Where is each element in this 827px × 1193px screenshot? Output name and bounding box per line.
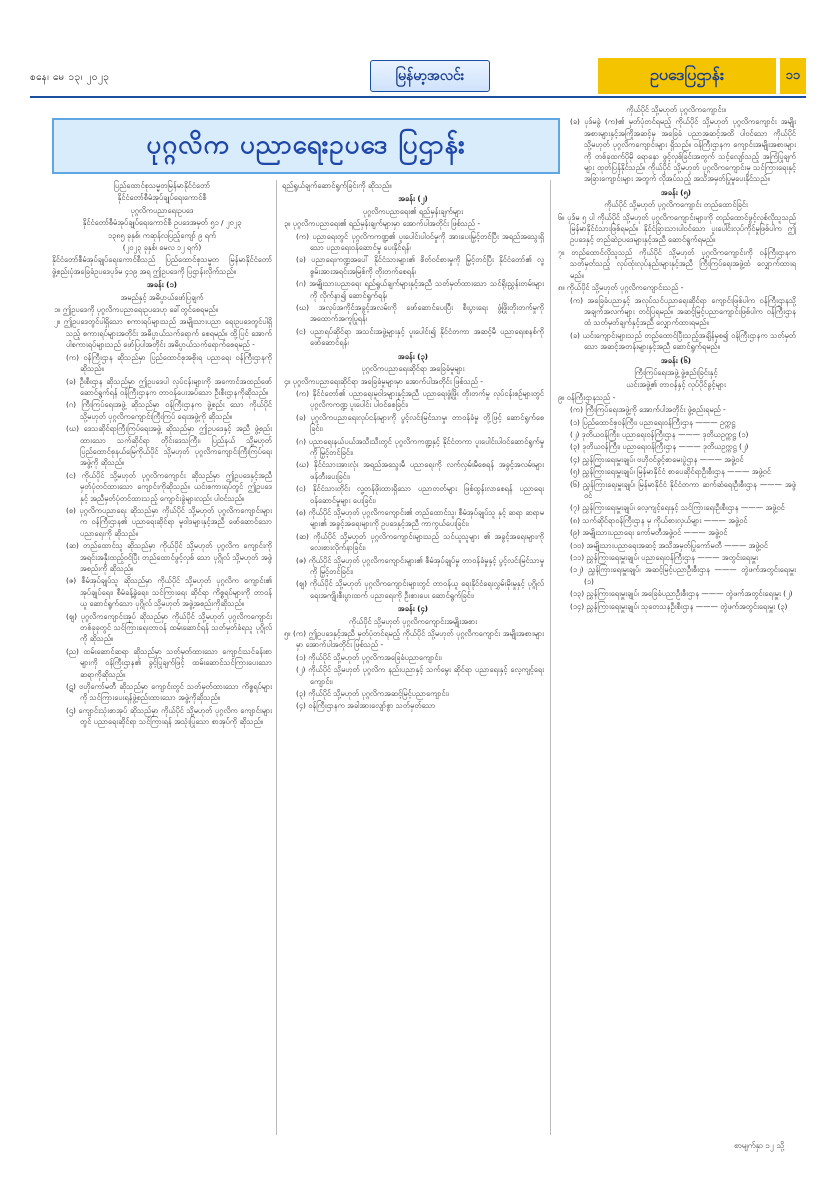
paragraph: (၁၂) ညွှန်ကြားရေးမှူးချုပ်၊ အဆင့်မြင့်ပညာဦးစီးဌာန ——— တွဲဖက်အတွင်းရေးမှူး (၁) — [570, 565, 796, 586]
paragraph: (၂) ကိုယ်ပိုင် သို့မဟုတ် ပုဂ္ဂလိက နည်းပညာနှင့် သက်မွေး ဆိုင်ရာ ပညာရေးနှင့် လေ့ကျင့်ရေးကျောင်း၊ — [296, 665, 544, 686]
paragraph: ပုဂ္ဂလိကပညာရေးဥပဒေ — [130, 205, 194, 215]
paragraph: (ဃ) အလုပ်အကိုင်အခွင့်အလမ်းကို ဖော်ဆောင်ပေးပြီး စီးပွားရေး ဖွံ့ဖြိုးတိုးတက်မှုကို အထောက်အကူပြုရန်၊ — [296, 303, 544, 324]
paragraph: (၁၃) ညွှန်ကြားရေးမှူးချုပ်၊ အခြေခံပညာဦးစီးဌာန ——— တွဲဖက်အတွင်းရေးမှူး (၂) — [570, 589, 793, 599]
issue-date: စနေ၊ မေ ၁၃၊ ၂၀၂၃ — [30, 72, 110, 83]
paragraph: (ဆ) တည်ထောင်သူ ဆိုသည်မှာ ကိုယ်ပိုင် သို့မဟုတ် ပုဂ္ဂလိက ကျောင်းကို အရင်းအနှီးထည့်ဝင်ပြီး တည်ထောင်ဖွင့်လှစ် သော ပုဂ္ဂိုလ် သို့မဟုတ် အဖွဲ့အစည်းကို ဆိုသည်။ — [66, 541, 272, 573]
paragraph: နိုင်ငံတော်စီမံအုပ်ချုပ်ရေးကောင်စီ — [117, 193, 207, 203]
chapter-heading: အခန်း (၁) — [146, 280, 178, 290]
paragraph: (ခ) ပုဒ်မခွဲ (က)၏ မှတ်ပုံတင်ရမည့် ကိုယ်ပိုင် သို့မဟုတ် ပုဂ္ဂလိကကျောင်း အမျိုးအစားများနှင့်အကြိုအဆင့်မှ အခြေခံ ပညာအဆင့်အထိ ပါဝင်သော ကိုယ်ပိုင် သို့မဟုတ် ပုဂ္ဂလိကကျောင်းများ ရှိသည်။ ဝန်ကြီးဌာနက ကျောင်းအမျိုးအစားများကို တစ်ခုထက်ပိုမို ရောနှော ဖွင့်လှစ်ခြင်းအတွက် သင့်လျော်သည့် အကြံပြုချက်များ ထုတ်ပြန်နိုင်သည်။ ကိုယ်ပိုင် သို့မဟုတ် ပုဂ္ဂလိကကျောင်းမှ သင်ကြားရေးနှင့် အခြားကျောင်းများ အတွက် လိုအပ်သည့် အသိအမှတ်ပြုမှုပေးနိုင်သည်။ — [570, 117, 796, 184]
paragraph: (ဂ) အမျိုးသားပညာရေး ရည်ရွယ်ချက်များနှင့်အညီ သတ်မှတ်ထားသော သင်ရိုးညွှန်းတမ်းများကို လိုက်နာ၍ ဆောင်ရွက်ရန်၊ — [296, 279, 544, 300]
paragraph: (ဂ) ကြီးကြပ်ရေးအဖွဲ့ ဆိုသည်မှာ ဝန်ကြီးဌာနက ဖွဲ့စည်း သော ကိုယ်ပိုင် သို့မဟုတ် ပုဂ္ဂလိကကျောင်းကြီးကြပ် ရေးအဖွဲ့ကို ဆိုသည်။ — [66, 400, 272, 421]
paragraph: (စ) ကိုယ်ပိုင် သို့မဟုတ် ပုဂ္ဂလိကကျောင်း၏ တည်ထောင်သူ၊ စီမံအုပ်ချုပ်သူ နှင့် ဆရာ ဆရာမများ၏ အခွင့်အရေးများကို ဥပဒေနှင့်အညီ ကာကွယ်ပေးခြင်း၊ — [296, 507, 544, 529]
paragraph: ကြီးကြပ်ရေးအဖွဲ့ ဖွဲ့စည်းခြင်းနှင့် — [634, 367, 718, 377]
paragraph: ၂။ ဤဥပဒေတွင်ပါရှိသော စကားရပ်များသည် အမျိုးသားပညာ ရေးဥပဒေတွင်ပါရှိသည့် စကားရပ်များအတိုင်း အဓိပ္ပာယ်သက်ရောက် စေရမည်။ ထို့ပြင် အောက်ပါစကားရပ်များသည် ဖော်ပြပါအတိုင်း အဓိပ္ပာယ်သက်ရောက်စေရမည် - — [54, 317, 272, 350]
paragraph: (ဃ) နိုင်ငံသားအားလုံး အရည်အသွေးမီ ပညာရေးကို လက်လှမ်းမီစေရန် အခွင့်အလမ်းများ ဖန်တီးပေးခြင်း၊ — [296, 460, 544, 481]
paragraph: ၄။ ပုဂ္ဂလိကပညာရေးဆိုင်ရာ အခြေခံမူများမှာ အောက်ပါအတိုင်း ဖြစ်သည် - — [284, 376, 483, 386]
text-column-3 — [556, 104, 796, 1144]
paragraph: ၁၃၈၅ ခုနှစ်၊ ကဆုန်လပြည့်ကျော် ၉ ရက် — [107, 230, 217, 240]
article-title: ပုဂ္ဂလိက ပညာရေးဥပဒေ ပြဌာန်း — [146, 129, 466, 160]
paragraph: ယင်းအဖွဲ့၏ တာဝန်နှင့် လုပ်ပိုင်ခွင့်များ — [626, 380, 726, 390]
paragraph: (၁၁) ညွှန်ကြားရေးမှူးချုပ်၊ ပညာရေးဝန်ကြီးဌာန ——— အတွင်းရေးမှူး — [570, 553, 759, 563]
chapter-heading: အခန်း (၄) — [397, 604, 429, 614]
paragraph: ၁။ ဤဥပဒေကို ပုဂ္ဂလိကပညာရေးဥပဒေဟု ခေါ်တွင်စေရမည်။ — [54, 305, 218, 315]
paragraph: (က) ဝန်ကြီးဌာန ဆိုသည်မှာ ပြည်ထောင်စုအစိုးရ ပညာရေး ဝန်ကြီးဌာနကို ဆိုသည်။ — [66, 352, 272, 374]
paragraph: ၈။ ကိုယ်ပိုင် သို့မဟုတ် ပုဂ္ဂလိကကျောင်းသည် - — [558, 283, 684, 293]
paragraph: (၇) ညွှန်ကြားရေးမှူးချုပ်၊ လေ့ကျင့်ရေးနှင့် သင်ကြားရေးဦးစီးဌာန ——— အဖွဲ့ဝင် — [570, 503, 785, 513]
continued-note: စာမျက်နှာ ၁၂ သို့ — [734, 1141, 785, 1150]
newspaper-logo: မြန်မာ့အလင်း — [370, 60, 490, 92]
paragraph: (ဈ) ပုဂ္ဂလိကကျောင်းအုပ် ဆိုသည်မှာ ကိုယ်ပိုင် သို့မဟုတ် ပုဂ္ဂလိကကျောင်းတစ်ခုခုတွင် သင်ကြားရေးတာဝန် ထမ်းဆောင်ရန် သတ်မှတ်ခံရသူ ပုဂ္ဂိုလ်ကို ဆိုသည်။ — [66, 611, 272, 644]
paragraph: ကိုယ်ပိုင် သို့မဟုတ် ပုဂ္ဂလိကကျောင်း။ — [626, 105, 726, 114]
paragraph: (ဋ) ဗဟိုကော်မတီ ဆိုသည်မှာ ကျောင်းတွင် သတ်မှတ်ထားသော ကိစ္စရပ်များကို သင်ကြားပေးရန်ဖွဲ့စည်းထားသော အဖွဲ့ကိုဆိုသည်။ — [66, 682, 272, 703]
paragraph: (င) ကိုယ်ပိုင် သို့မဟုတ် ပုဂ္ဂလိကကျောင်း ဆိုသည်မှာ ဤဥပဒေနှင့်အညီ မှတ်ပုံတင်ထားသော ကျောင်းကိုဆိုသည်။ ယင်းစကားရပ်တွင် ဤဥပဒေနှင့် အညီမှတ်ပုံတင်ထားသည့် ကျောင်းခွဲများလည်း ပါဝင်သည်။ — [66, 470, 272, 503]
text-column-2 — [282, 180, 544, 1135]
paragraph: ၉။ ဝန်ကြီးဌာနသည် - — [558, 392, 616, 402]
paragraph: (က) ကြီးကြပ်ရေးအဖွဲ့ကို အောက်ပါအတိုင်း ဖွဲ့စည်းရမည် - — [570, 405, 726, 415]
section-label: ဥပဒေပြဌာန်း — [598, 58, 776, 94]
paragraph: (၆) ညွှန်ကြားရေးမှူးချုပ်၊ မြန်မာနိုင်ငံ နိုင်ငံတကာ ဆက်ဆံရေးဦးစီးဌာန ——— အဖွဲ့ဝင် — [570, 479, 796, 500]
column-divider — [550, 180, 551, 1135]
chapter-heading: အခန်း (၃) — [397, 351, 429, 361]
paragraph: ကိုယ်ပိုင် သို့မဟုတ် ပုဂ္ဂလိကကျောင်း တည်ထောင်ခြင်း — [604, 200, 748, 210]
paragraph: (၉) အမျိုးသားပညာရေး ကော်မတီအဖွဲ့ဝင် ——— အဖွဲ့ဝင် — [570, 528, 728, 538]
paragraph: (၄) ညွှန်ကြားရေးမှူးချုပ်၊ ဗဟိုဝင်ခွင့်စာမေးပွဲဌာန ——— အဖွဲ့ဝင် — [570, 454, 744, 464]
paragraph: ပြည်ထောင်စုသမ္မတမြန်မာနိုင်ငံတော် — [113, 181, 211, 190]
paragraph: (ခ) ဦးစီးဌာန ဆိုသည်မှာ ဤဥပဒေပါ လုပ်ငန်းများကို အကောင်အထည်ဖော်ဆောင်ရွက်ရန် ဝန်ကြီးဌာနက တာဝန်ပေးအပ်သော ဦးစီးဌာနကိုဆိုသည်။ — [66, 376, 272, 397]
paragraph: ကိုယ်ပိုင် သို့မဟုတ် ပုဂ္ဂလိကကျောင်းအမျိုးအစား — [348, 616, 478, 626]
page-header — [30, 58, 800, 98]
paragraph: ၅။ (က) ဤဥပဒေနှင့်အညီ မှတ်ပုံတင်ရမည့် ကိုယ်ပိုင် သို့မဟုတ် ပုဂ္ဂလိကကျောင်း အမျိုးအစားများမှာ အောက်ပါအတိုင်း ဖြစ်သည် - — [284, 629, 544, 650]
paragraph: ၇။ တည်ထောင်လိုသူသည် ကိုယ်ပိုင် သို့မဟုတ် ပုဂ္ဂလိကကျောင်းကို ဝန်ကြီးဌာနက သတ်မှတ်သည့် လုပ်ထုံးလုပ်နည်းများနှင့်အညီ ကြီးကြပ်ရေးအဖွဲ့ထံ လျှောက်ထားရမည်။ — [558, 247, 796, 280]
paragraph: (က) အခြေခံပညာနှင့် အလုပ်သင်ပညာရေးဆိုင်ရာ ကျောင်းဖြစ်ပါက ဝန်ကြီးဌာနသို့ အချက်အလက်များ တင်ပြရမည်။ အဆင့်မြင့်ပညာကျောင်းဖြစ်ပါက ဝန်ကြီးဌာနထံ သတ်မှတ်ချက်နှင့်အညီ လျှောက်ထားရမည်။ — [570, 295, 796, 328]
paragraph: (၁) ကိုယ်ပိုင် သို့မဟုတ် ပုဂ္ဂလိကအခြေခံပညာကျောင်း၊ — [296, 652, 442, 662]
paragraph: (၅) ညွှန်ကြားရေးမှူးချုပ်၊ မြန်မာနိုင်ငံ စာပေဆိုင်ရာဦးစီးဌာန ——— အဖွဲ့ဝင် — [570, 467, 771, 477]
paragraph: (၈) သက်ဆိုင်ရာဝန်ကြီးဌာန မှ ကိုယ်စားလှယ်များ ——— အဖွဲ့ဝင် — [570, 515, 748, 525]
paragraph: (ခ) ပုဂ္ဂလိကပညာရေးလုပ်ငန်းများကို ပွင့်လင်းမြင်သာမှု၊ တာဝန်ခံမှု တို့ဖြင့် ဆောင်ရွက်စေခြင်း၊ — [296, 412, 544, 434]
paragraph: (၂) ဒုတိယဝန်ကြီး၊ ပညာရေးဝန်ကြီးဌာန ——— ဒုတိယဥက္ကဋ္ဌ (၁) — [570, 429, 749, 439]
paragraph: ရည်ရွယ်ချက်ဆောင်ရွက်ခြင်းကို ဆိုသည်။ — [282, 181, 392, 190]
paragraph: အမည်နှင့် အဓိပ္ပာယ်ဖော်ပြချက် — [120, 292, 204, 302]
page-number: ၁၁ — [780, 58, 806, 94]
paragraph: (၃) ကိုယ်ပိုင် သို့မဟုတ် ပုဂ္ဂလိကအဆင့်မြင့်ပညာကျောင်း၊ — [296, 689, 449, 699]
paragraph: နိုင်ငံတော်စီမံအုပ်ချုပ်ရေးကောင်စီ ဥပဒေအမှတ် ၅၁ / ၂၀၂၃ — [82, 218, 242, 228]
paragraph: ၃။ ပုဂ္ဂလိကပညာရေး၏ ရည်မှန်းချက်များမှာ အောက်ပါအတိုင်း ဖြစ်သည် - — [284, 219, 481, 229]
paragraph: (ခ) ယင်းကျောင်းများသည် တည်ထောင်ပြီးသည့်အချိန်မှစ၍ ဝန်ကြီးဌာနက သတ်မှတ်သော အဆင့်အတန်းများနှင့်အညီ ဆောင်ရွက်ရမည်။ — [570, 330, 796, 352]
paragraph: (ဈ) ကိုယ်ပိုင် သို့မဟုတ် ပုဂ္ဂလိကကျောင်းများတွင် တာဝန်ယူ ရေးနိုင်ငံရေးလွှမ်းမိုးမှုနှင့် ပုဂ္ဂိုလ်ရေးအကျိုးစီးပွားထက် ပညာရေးကို ဦးစားပေး ဆောင်ရွက်ခြင်း၊ — [296, 579, 544, 600]
paragraph: (စ) ပုဂ္ဂလိကပညာရေး ဆိုသည်မှာ ကိုယ်ပိုင် သို့မဟုတ် ပုဂ္ဂလိကကျောင်းများက ဝန်ကြီးဌာန၏ ပညာရေးဆိုင်ရာ မူဝါဒများနှင့်အညီ ဖော်ဆောင်သော ပညာရေးကို ဆိုသည်။ — [66, 505, 272, 538]
paragraph: (ဌ) ကျောင်းသုံးစာအုပ် ဆိုသည်မှာ ကိုယ်ပိုင် သို့မဟုတ် ပုဂ္ဂလိက ကျောင်းများတွင် ပညာရေးဆိုင်ရာ သင်ကြားရန် အသုံးပြုသော စာအုပ်ကို ဆိုသည်။ — [66, 705, 272, 727]
text-column-1 — [52, 180, 272, 1135]
paragraph: (ဇ) ကိုယ်ပိုင် သို့မဟုတ် ပုဂ္ဂလိကကျောင်းများ၏ စီမံအုပ်ချုပ်မှု တာဝန်ခံမှုနှင့် ပွင့်လင်းမြင်သာမှုကို မြှင့်တင်ခြင်း၊ — [296, 555, 544, 576]
paragraph: (ဃ) ဒေသဆိုင်ရာကြီးကြပ်ရေးအဖွဲ့ ဆိုသည်မှာ ဤဥပဒေနှင့် အညီ ဖွဲ့စည်းထားသော သက်ဆိုင်ရာ တိုင်းဒေသကြီး၊ ပြည်နယ် သို့မဟုတ် ပြည်ထောင်စုနယ်မြေကိုယ်ပိုင် သို့မဟုတ် ပုဂ္ဂလိကကျောင်းကြီးကြပ်ရေးအဖွဲ့ကို ဆိုသည်။ — [66, 424, 272, 468]
header-rule — [30, 96, 806, 98]
paragraph: (ဇ) စီမံအုပ်ချုပ်သူ ဆိုသည်မှာ ကိုယ်ပိုင် သို့မဟုတ် ပုဂ္ဂလိက ကျောင်း၏ အုပ်ချုပ်ရေး၊ စီမံခန့်ခွဲရေး၊ သင်ကြားရေး ဆိုင်ရာ ကိစ္စရပ်များကို တာဝန်ယူ ဆောင်ရွက်သော ပုဂ္ဂိုလ် သို့မဟုတ် အဖွဲ့အစည်းကိုဆိုသည်။ — [66, 576, 272, 609]
chapter-heading: အခန်း (၆) — [660, 355, 692, 365]
chapter-heading: အခန်း (၂) — [398, 194, 428, 204]
paragraph: (၁၄) ညွှန်ကြားရေးမှူးချုပ်၊ သုတေသနဦးစီးဌာန ——— တွဲဖက်အတွင်းရေးမှူး (၃) — [570, 601, 788, 611]
article-title-box — [52, 118, 560, 174]
paragraph: (င) နိုင်ငံသားတိုင်း လူ့တန်ဖိုးထားရှိသော ပညာတတ်များ ဖြစ်ထွန်းလာစေရန် ပညာရေးဝန်ဆောင်မှုများ ပေးခြင်း၊ — [296, 484, 544, 505]
paragraph: (ည) ထမ်းဆောင်ဆရာ ဆိုသည်မှာ သတ်မှတ်ထားသော ကျောင်းသင်ခန်းစာများကို ဝန်ကြီးဌာန၏ ခွင့်ပြုချက်ဖြင့် ထမ်းဆောင်သင်ကြားပေးသော ဆရာကိုဆိုသည်။ — [66, 646, 272, 679]
paragraph: (၃) ဒုတိယဝန်ကြီး၊ ပညာရေးဝန်ကြီးဌာန ——— ဒုတိယဥက္ကဋ္ဌ (၂) — [570, 442, 749, 452]
paragraph: (က) နိုင်ငံတော်၏ ပညာရေးမူဝါဒများနှင့်အညီ ပညာရေးဖွံ့ဖြိုး တိုးတက်မှု လုပ်ငန်းစဉ်များတွင် ပုဂ္ဂလိကကဏ္ဍ ပူးပေါင်း ပါဝင်စေခြင်း၊ — [296, 388, 544, 410]
paragraph: (ဆ) ကိုယ်ပိုင် သို့မဟုတ် ပုဂ္ဂလိကကျောင်းများသည် သင်ယူသူများ ၏ အခွင့်အရေးများကို လေးစားလိုက်နာခြင်း၊ — [296, 531, 544, 553]
paragraph: (ဂ) ပညာရေးနယ်ပယ်အသီးသီးတွင် ပုဂ္ဂလိကကဏ္ဍနှင့် နိုင်ငံတကာ ပူးပေါင်းပါဝင်ဆောင်ရွက်မှုကို မြှင့်တင်ခြင်း၊ — [296, 436, 544, 457]
paragraph: (၄) ဝန်ကြီးဌာနက အခါအားလျော်စွာ သတ်မှတ်သော — [296, 701, 436, 711]
paragraph: ပုဂ္ဂလိကပညာရေး၏ ရည်မှန်းချက်များ — [362, 206, 464, 216]
paragraph: (င) ပညာရပ်ဆိုင်ရာ အသင်းအဖွဲ့များနှင့် ပူးပေါင်း၍ နိုင်ငံတကာ အဆင့်မီ ပညာရေးစနစ်ကို ဖော်ဆောင်ရန်၊ — [296, 326, 544, 348]
column-divider — [276, 180, 277, 1135]
paragraph: (ခ) ပညာရေးကဏ္ဍအပေါ် နိုင်ငံသားများ၏ စိတ်ဝင်စားမှုကို မြှင့်တင်ပြီး နိုင်ငံတော်၏ လူ့စွမ်းအားအရင်းအမြစ်ကို တိုးတက်စေရန်၊ — [296, 255, 544, 276]
paragraph: ၆။ ပုဒ်မ ၅ ပါ ကိုယ်ပိုင် သို့မဟုတ် ပုဂ္ဂလိကကျောင်းများကို တည်ထောင်ဖွင့်လှစ်လိုသူသည် မြန်မာနိုင်ငံသားဖြစ်ရမည်။ နိုင်ငံခြားသားပါဝင်သော ပူးပေါင်းလုပ်ကိုင်မှုဖြစ်ပါက ဤဥပဒေနှင့် တည်ဆဲဥပဒေများနှင့်အညီ ဆောင်ရွက်ရမည်။ — [558, 212, 796, 245]
chapter-heading: အခန်း (၅) — [660, 187, 692, 197]
paragraph: (က) ပညာရေးတွင် ပုဂ္ဂလိကကဏ္ဍ၏ ပူးပေါင်းပါဝင်မှုကို အားပေးမြှင့်တင်ပြီး အရည်အသွေးရှိသော ပညာရေးဝန်ဆောင်မှု ပေးနိုင်ရန်၊ — [296, 231, 544, 253]
paragraph: ပုဂ္ဂလိကပညာရေးဆိုင်ရာ အခြေခံမူများ — [361, 364, 465, 374]
paragraph: (၁) ပြည်ထောင်စုဝန်ကြီး၊ ပညာရေးဝန်ကြီးဌာန ——— ဥက္ကဋ္ဌ — [570, 417, 736, 427]
paragraph: (၂၀၂၃ ခုနှစ်၊ မေလ ၁၂ ရက်) — [122, 243, 202, 253]
paragraph: (၁၀) အမျိုးသားပညာရေးအဆင့် အသိအမှတ်ပြုကော်မတီ ——— အဖွဲ့ဝင် — [570, 540, 768, 550]
paragraph: နိုင်ငံတော်စီမံအုပ်ချုပ်ရေးကောင်စီသည် ပြည်ထောင်စုသမ္မတ မြန်မာနိုင်ငံတော်ဖွဲ့စည်းပုံအခြေခံဥပဒေပုဒ်မ ၄၁၉ အရ ဤဥပဒေကို ပြဌာန်းလိုက်သည်။ — [52, 255, 272, 276]
